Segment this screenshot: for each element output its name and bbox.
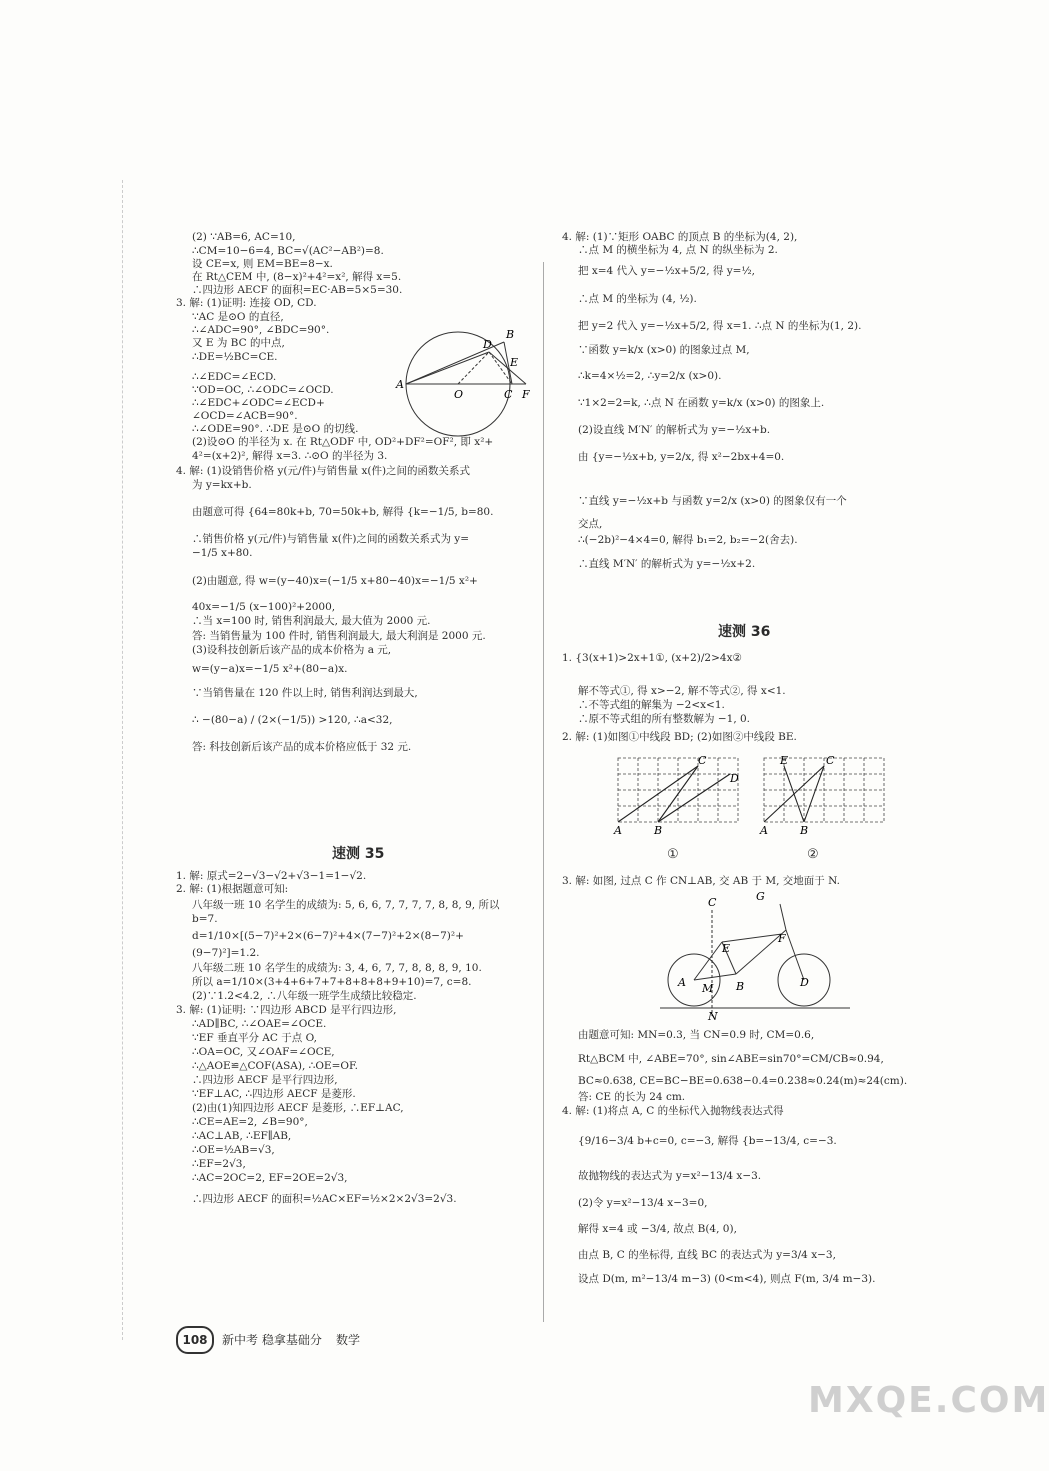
text-line: (2)∵1.2<4.2, ∴八年级一班学生成绩比较稳定. xyxy=(192,990,417,1002)
svg-text:N: N xyxy=(708,1010,718,1023)
svg-text:A: A xyxy=(396,378,404,391)
text-line: ∴AC=2OC=2, EF=2OE=2√3, xyxy=(192,1172,348,1184)
text-line: d=1/10×[(5−7)²+2×(6−7)²+4×(7−7)²+2×(8−7)²+ xyxy=(192,930,464,942)
text-line: 设 CE=x, 则 EM=BE=8−x. xyxy=(192,258,333,270)
svg-text:D: D xyxy=(483,338,492,351)
bicycle-figure xyxy=(660,890,850,1023)
text-line: ∵函数 y=k/x (x>0) 的图象过点 M, xyxy=(578,344,750,356)
text-line: 所以 a=1/10×(3+4+6+7+7+8+8+8+9+10)=7, c=8. xyxy=(192,976,472,988)
text-line: ∴ −(80−a) / (2×(−1/5)) >120, ∴a<32, xyxy=(192,714,393,726)
text-line: ∵当销售量在 120 件以上时, 销售利润达到最大, xyxy=(192,687,418,699)
column-divider xyxy=(543,262,544,1322)
svg-text:C: C xyxy=(698,754,707,767)
svg-text:E: E xyxy=(722,942,731,955)
svg-text:C: C xyxy=(708,896,717,909)
svg-text:C: C xyxy=(826,754,835,767)
text-line: 4²=(x+2)², 解得 x=3. ∴⊙O 的半径为 3. xyxy=(192,450,388,462)
text-line: ∴∠ADC=90°, ∠BDC=90°. xyxy=(192,324,330,336)
watermark: MXQE.COM xyxy=(808,1380,1049,1421)
text-line: ∴原不等式组的所有整数解为 −1, 0. xyxy=(578,713,751,725)
text-line: 2. 解: (1)如图①中线段 BD; (2)如图②中线段 BE. xyxy=(562,731,797,743)
svg-text:B: B xyxy=(800,824,809,837)
text-line: ∴EF=2√3, xyxy=(192,1158,246,1170)
text-line: ∴不等式组的解集为 −2<x<1. xyxy=(578,699,725,711)
text-line: 4. 解: (1)将点 A, C 的坐标代入抛物线表达式得 xyxy=(562,1105,784,1117)
section-heading-36: 速测 36 xyxy=(718,624,771,640)
svg-text:B: B xyxy=(736,980,745,993)
text-line: 答: 科技创新后该产品的成本价格应低于 32 元. xyxy=(192,741,412,753)
subject-label: 数学 xyxy=(336,1333,361,1347)
text-line: 在 Rt△CEM 中, (8−x)²+4²=x², 解得 x=5. xyxy=(192,271,402,283)
text-line: 由题意可知: MN=0.3, 当 CN=0.9 时, CM=0.6, xyxy=(578,1029,815,1041)
text-line: ∴OE=½AB=√3, xyxy=(192,1144,275,1156)
svg-text:D: D xyxy=(730,772,739,785)
text-line: 3. 解: 如图, 过点 C 作 CN⊥AB, 交 AB 于 M, 交地面于 N. xyxy=(562,875,840,887)
text-line: ∴△AOE≌△COF(ASA), ∴OE=OF. xyxy=(192,1060,358,1072)
text-line: (2)设直线 M′N′ 的解析式为 y=−½x+b. xyxy=(578,424,771,436)
text-line: ∵直线 y=−½x+b 与函数 y=2/x (x>0) 的图象仅有一个 xyxy=(578,495,847,507)
text-line: ∴当 x=100 时, 销售利润最大, 最大值为 2000 元. xyxy=(192,615,431,627)
text-line: 把 x=4 代入 y=−½x+5/2, 得 y=½, xyxy=(578,265,755,277)
text-line: ∴CE=AE=2, ∠B=90°, xyxy=(192,1116,308,1128)
text-line: ∵1×2=2=k, ∴点 N 在函数 y=k/x (x>0) 的图象上. xyxy=(578,397,825,409)
svg-text:A: A xyxy=(678,976,686,989)
text-line: 由点 B, C 的坐标得, 直线 BC 的表达式为 y=3/4 x−3, xyxy=(578,1249,836,1261)
svg-text:F: F xyxy=(522,388,530,401)
text-line: 交点, xyxy=(578,518,603,530)
text-line: 答: 当销售量为 100 件时, 销售利润最大, 最大利润是 2000 元. xyxy=(192,630,486,642)
text-line: 设点 D(m, m²−13/4 m−3) (0<m<4), 则点 F(m, 3/4 m−3). xyxy=(578,1273,876,1285)
text-line: ∴点 M 的坐标为 (4, ½). xyxy=(578,293,697,305)
svg-text:A: A xyxy=(614,824,622,837)
text-line: Rt△BCM 中, ∠ABE=70°, sin∠ABE=sin70°=CM/CB≈0.94, xyxy=(578,1053,884,1065)
text-line: (2)令 y=x²−13/4 x−3=0, xyxy=(578,1197,708,1209)
text-line: ∴销售价格 y(元/件)与销售量 x(件)之间的函数关系式为 y= xyxy=(192,533,470,545)
text-line: 1. {3(x+1)>2x+1①, (x+2)/2>4x② xyxy=(562,652,742,664)
text-line: 解不等式①, 得 x>−2, 解不等式②, 得 x<1. xyxy=(578,685,786,697)
text-line: ∴AC⊥AB, ∴EF∥AB, xyxy=(192,1130,292,1142)
text-line: (2)由(1)知四边形 AECF 是菱形, ∴EF⊥AC, xyxy=(192,1102,404,1114)
figure-caption-1: ① xyxy=(667,847,679,862)
text-line: ∴∠EDC=∠ECD. xyxy=(192,371,277,383)
text-line: (2)设⊙O 的半径为 x. 在 Rt△ODF 中, OD²+DF²=OF², 即 x²+ xyxy=(192,436,494,448)
text-line: ∴k=4×½=2, ∴y=2/x (x>0). xyxy=(578,370,722,382)
text-line: ∴直线 M′N′ 的解析式为 y=−½x+2. xyxy=(578,558,756,570)
circle-tangent-figure xyxy=(392,322,538,432)
text-line: ∴∠EDC+∠ODC=∠ECD+ xyxy=(192,397,325,409)
text-line: ∴∠ODE=90°. ∴DE 是⊙O 的切线. xyxy=(192,423,359,435)
text-line: b=7. xyxy=(192,913,218,925)
svg-text:F: F xyxy=(778,932,786,945)
svg-text:D: D xyxy=(800,976,809,989)
text-line: 八年级二班 10 名学生的成绩为: 3, 4, 6, 7, 7, 8, 8, 8, 9, 10. xyxy=(192,962,482,974)
text-line: ∴OA=OC, 又∠OAF=∠OCE, xyxy=(192,1046,335,1058)
text-line: ∵EF 垂直平分 AC 于点 O, xyxy=(192,1032,317,1044)
text-line: ∵AC 是⊙O 的直径, xyxy=(192,311,284,323)
text-line: 4. 解: (1)∵矩形 OABC 的顶点 B 的坐标为(4, 2), xyxy=(562,231,798,243)
text-line: −1/5 x+80. xyxy=(192,547,253,559)
text-line: 由题意可得 {64=80k+b, 70=50k+b, 解得 {k=−1/5, b=80. xyxy=(192,506,494,518)
svg-text:E: E xyxy=(510,356,519,369)
grid-figure-2 xyxy=(754,752,890,852)
text-line: 八年级一班 10 名学生的成绩为: 5, 6, 6, 7, 7, 7, 7, 8, 8, 9, 所以 xyxy=(192,899,500,911)
book-title: 新中考 稳拿基础分 xyxy=(222,1333,322,1347)
text-line: {9/16−3/4 b+c=0, c=−3, 解得 {b=−13/4, c=−3. xyxy=(578,1135,837,1147)
svg-text:E: E xyxy=(780,754,789,767)
svg-text:B: B xyxy=(654,824,663,837)
text-line: ∴DE=½BC=CE. xyxy=(192,351,278,363)
section-heading-35: 速测 35 xyxy=(332,846,385,862)
text-line: ∠OCD=∠ACB=90°. xyxy=(192,410,298,422)
text-line: 40x=−1/5 (x−100)²+2000, xyxy=(192,601,336,613)
svg-text:B: B xyxy=(506,328,515,341)
text-line: ∴AD∥BC, ∴∠OAE=∠OCE. xyxy=(192,1018,327,1030)
text-line: (3)设科技创新后该产品的成本价格为 a 元, xyxy=(192,644,392,656)
text-line: 由 {y=−½x+b, y=2/x, 得 x²−2bx+4=0. xyxy=(578,451,785,463)
text-line: ∵OD=OC, ∴∠ODC=∠OCD. xyxy=(192,384,334,396)
svg-text:C: C xyxy=(504,388,513,401)
svg-text:O: O xyxy=(454,388,464,401)
text-line: 解得 x=4 或 −3/4, 故点 B(4, 0), xyxy=(578,1223,737,1235)
text-line: 4. 解: (1)设销售价格 y(元/件)与销售量 x(件)之间的函数关系式 xyxy=(176,465,471,477)
grid-figure-1 xyxy=(608,752,744,852)
figure-caption-2: ② xyxy=(807,847,819,862)
text-line: w=(y−a)x=−1/5 x²+(80−a)x. xyxy=(192,663,348,675)
text-line: ∴点 M 的横坐标为 4, 点 N 的纵坐标为 2. xyxy=(578,244,778,256)
text-line: ∴四边形 AECF 的面积=EC·AB=5×5=30. xyxy=(192,284,403,296)
page-number: 108 xyxy=(176,1326,214,1354)
text-line: ∴四边形 AECF 是平行四边形, xyxy=(192,1074,338,1086)
text-line: (2)由题意, 得 w=(y−40)x=(−1/5 x+80−40)x=−1/5 x²+ xyxy=(192,575,478,587)
text-line: ∴四边形 AECF 的面积=½AC×EF=½×2×2√3=2√3. xyxy=(192,1193,457,1205)
svg-text:G: G xyxy=(756,890,765,903)
text-line: ∴(−2b)²−4×4=0, 解得 b₁=2, b₂=−2(舍去). xyxy=(578,534,798,546)
text-line: 为 y=kx+b. xyxy=(192,479,252,491)
margin-guide xyxy=(122,180,124,1340)
text-line: 3. 解: (1)证明: ∵四边形 ABCD 是平行四边形, xyxy=(176,1004,397,1016)
text-line: (2) ∵AB=6, AC=10, xyxy=(192,231,296,243)
text-line: ∴CM=10−6=4, BC=√(AC²−AB²)=8. xyxy=(192,245,384,257)
text-line: 2. 解: (1)根据题意可知: xyxy=(176,883,289,895)
text-line: (9−7)²]=1.2. xyxy=(192,947,260,959)
text-line: 故抛物线的表达式为 y=x²−13/4 x−3. xyxy=(578,1170,762,1182)
svg-text:M: M xyxy=(702,982,714,995)
text-line: 3. 解: (1)证明: 连接 OD, CD. xyxy=(176,297,317,309)
text-line: 答: CE 的长为 24 cm. xyxy=(578,1091,686,1103)
text-line: 1. 解: 原式=2−√3−√2+√3−1=1−√2. xyxy=(176,870,367,882)
text-line: BC≈0.638, CE=BC−BE=0.638−0.4=0.238≈0.24(m)≈24(cm). xyxy=(578,1075,908,1087)
svg-text:A: A xyxy=(760,824,768,837)
text-line: ∵EF⊥AC, ∴四边形 AECF 是菱形. xyxy=(192,1088,356,1100)
text-line: 把 y=2 代入 y=−½x+5/2, 得 x=1. ∴点 N 的坐标为(1, 2). xyxy=(578,320,862,332)
text-line: 又 E 为 BC 的中点, xyxy=(192,337,285,349)
